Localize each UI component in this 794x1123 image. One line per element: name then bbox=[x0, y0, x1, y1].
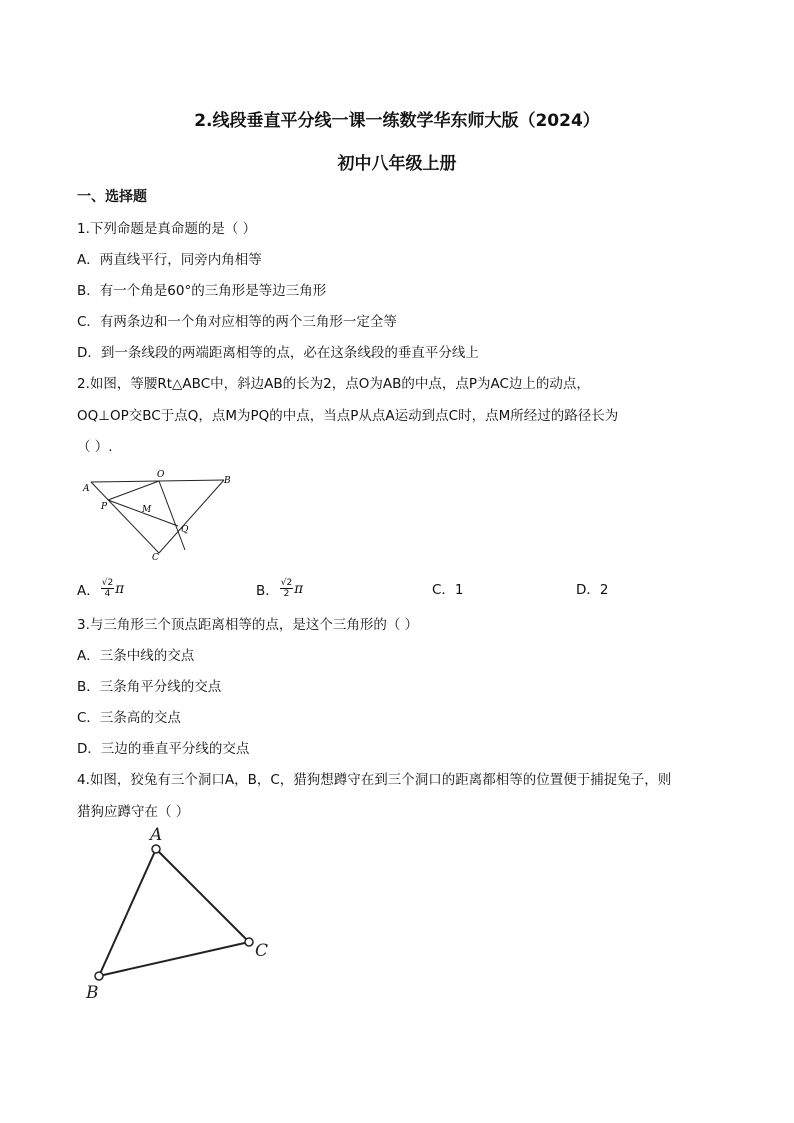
q2-stem-line1: 2.如图，等腰Rt△ABC中，斜边AB的长为2，点O为AB的中点，点P为AC边上的动点， bbox=[77, 376, 590, 392]
q2-option-a-prefix: A． bbox=[77, 582, 100, 599]
q2-option-a-fraction bbox=[101, 578, 114, 599]
section-heading: 一、选择题 bbox=[77, 189, 147, 205]
document-title-line2: 初中八年级上册 bbox=[337, 154, 457, 174]
q2-label-m: M bbox=[142, 505, 152, 515]
q4-point-a bbox=[152, 845, 160, 853]
q2-figure bbox=[78, 468, 238, 560]
q2-label-b: B bbox=[224, 476, 231, 486]
q2-option-b-prefix: B． bbox=[256, 582, 279, 599]
q2-stem-line2: OQ⊥OP交BC于点Q，点M为PQ的中点，当点P从点A运动到点C时，点M所经过的路径长为 bbox=[77, 408, 619, 424]
q4-point-b bbox=[95, 972, 103, 980]
q3-option-d: D．三边的垂直平分线的交点 bbox=[77, 741, 250, 757]
q4-label-c: C bbox=[255, 941, 269, 961]
q2-stem-line3: （ ）. bbox=[77, 439, 113, 455]
q1-option-d: D．到一条线段的两端距离相等的点，必在这条线段的垂直平分线上 bbox=[77, 345, 479, 361]
q2-option-b bbox=[256, 578, 303, 599]
q3-option-b: B．三条角平分线的交点 bbox=[77, 679, 222, 695]
document-title-line1: 2.线段垂直平分线一课一练数学华东师大版（2024） bbox=[194, 111, 600, 131]
q3-option-c: C．三条高的交点 bbox=[77, 710, 181, 726]
q2-option-b-denominator: 2 bbox=[283, 589, 290, 599]
q2-option-a-numerator: √2 bbox=[101, 578, 114, 588]
q4-label-b: B bbox=[86, 983, 99, 1003]
q1-option-a: A．两直线平行，同旁内角相等 bbox=[77, 252, 262, 268]
q4-label-a: A bbox=[150, 825, 163, 845]
q2-option-a bbox=[77, 578, 124, 599]
q2-option-d: D．2 bbox=[576, 582, 609, 598]
q4-figure bbox=[80, 822, 280, 1007]
q2-label-p: P bbox=[101, 502, 108, 512]
q2-label-a: A bbox=[83, 484, 90, 494]
q2-label-o: O bbox=[157, 470, 165, 480]
q2-option-a-pi: π bbox=[115, 580, 125, 597]
q4-point-c bbox=[245, 938, 253, 946]
q2-label-q: Q bbox=[181, 525, 189, 535]
q4-stem-line1: 4.如图，狡兔有三个洞口A，B，C，猎狗想蹲守在到三个洞口的距离都相等的位置便于捕捉兔子，则 bbox=[77, 772, 672, 788]
q1-option-b: B．有一个角是60°的三角形是等边三角形 bbox=[77, 283, 327, 299]
q2-label-c: C bbox=[152, 553, 159, 560]
q2-option-b-numerator: √2 bbox=[280, 578, 293, 588]
q3-option-a: A．三条中线的交点 bbox=[77, 648, 195, 664]
q2-option-b-fraction bbox=[280, 578, 293, 599]
q3-stem: 3.与三角形三个顶点距离相等的点，是这个三角形的（ ） bbox=[77, 617, 419, 633]
q2-option-b-pi: π bbox=[294, 580, 304, 597]
q1-stem: 1.下列命题是真命题的是（ ） bbox=[77, 221, 257, 237]
q2-option-c: C．1 bbox=[432, 582, 464, 598]
q1-option-c: C．有两条边和一个角对应相等的两个三角形一定全等 bbox=[77, 314, 397, 330]
q4-stem-line2: 猎狗应蹲守在（ ） bbox=[77, 804, 190, 820]
q2-option-a-denominator: 4 bbox=[104, 589, 111, 599]
